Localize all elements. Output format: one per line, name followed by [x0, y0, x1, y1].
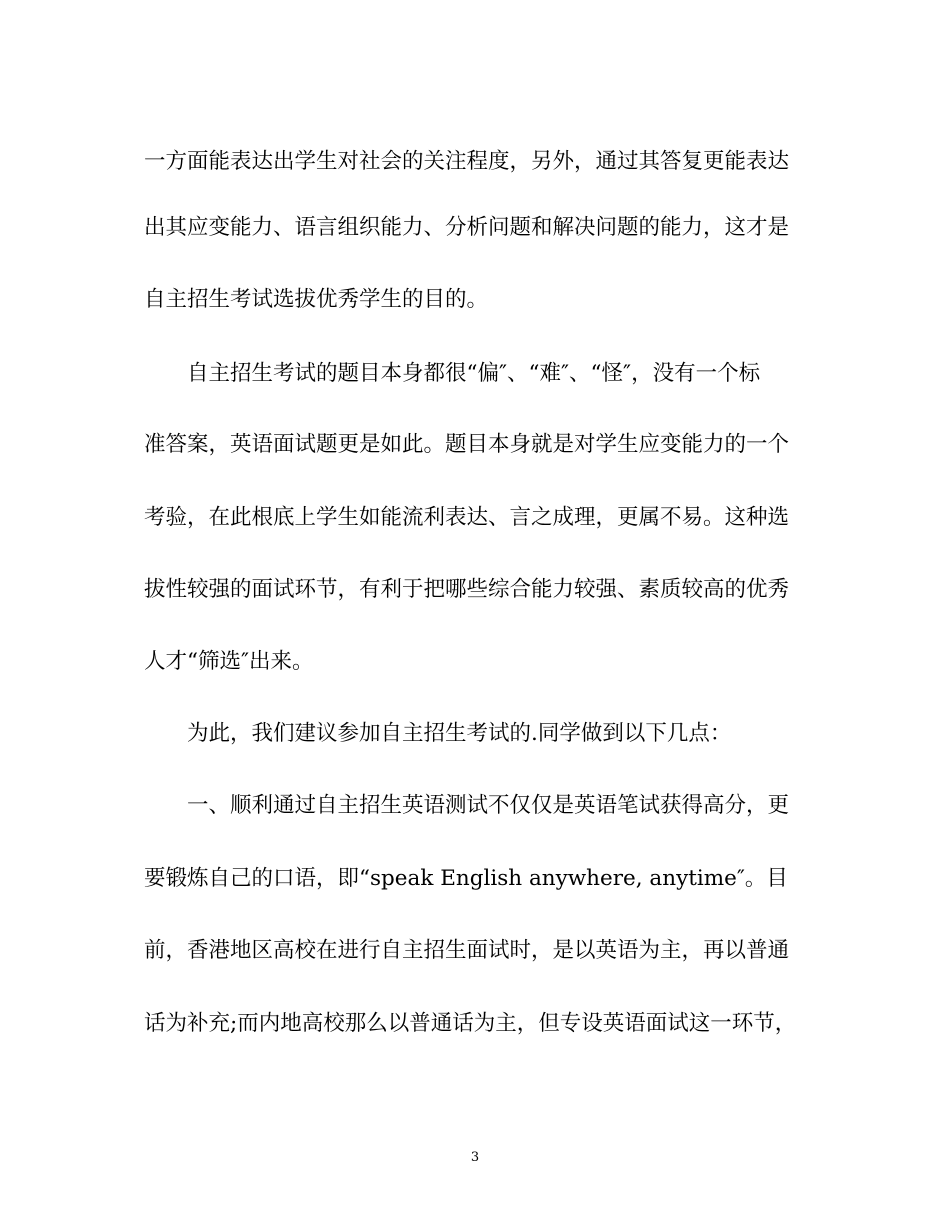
page-number: 3 — [470, 1150, 480, 1165]
paragraph-start-line: 为此，我们建议参加自主招生考试的.同学做到以下几点： — [144, 721, 732, 746]
text-line: 准答案，英语面试题更是如此。题目本身就是对学生应变能力的一个 — [144, 432, 790, 457]
text-line: 一方面能表达出学生对社会的关注程度，另外，通过其答复更能表达 — [144, 149, 790, 174]
paragraph-start-line: 自主招生考试的题目本身都很“偏″、“难″、“怪″，没有一个标 — [144, 361, 761, 386]
text-line: 出其应变能力、语言组织能力、分析问题和解决问题的能力，这才是 — [144, 215, 790, 240]
text-line: 人才“筛选″出来。 — [144, 649, 314, 674]
text-line: 话为补充;而内地高校那么以普通话为主，但专设英语面试这一环节， — [144, 1011, 797, 1036]
text-line: 拔性较强的面试环节，有利于把哪些综合能力较强、素质较高的优秀 — [144, 577, 790, 602]
text-line: 自主招生考试选拔优秀学生的目的。 — [144, 287, 489, 312]
paragraph-start-line: 一、顺利通过自主招生英语测试不仅仅是英语笔试获得高分，更 — [144, 793, 790, 818]
text-line: 要锻炼自己的口语，即“speak English anywhere, anytime″。目 — [144, 866, 788, 891]
text-line: 考验，在此根底上学生如能流利表达、言之成理，更属不易。这种选 — [144, 505, 790, 530]
text-line: 前，香港地区高校在进行自主招生面试时，是以英语为主，再以普通 — [144, 938, 790, 963]
